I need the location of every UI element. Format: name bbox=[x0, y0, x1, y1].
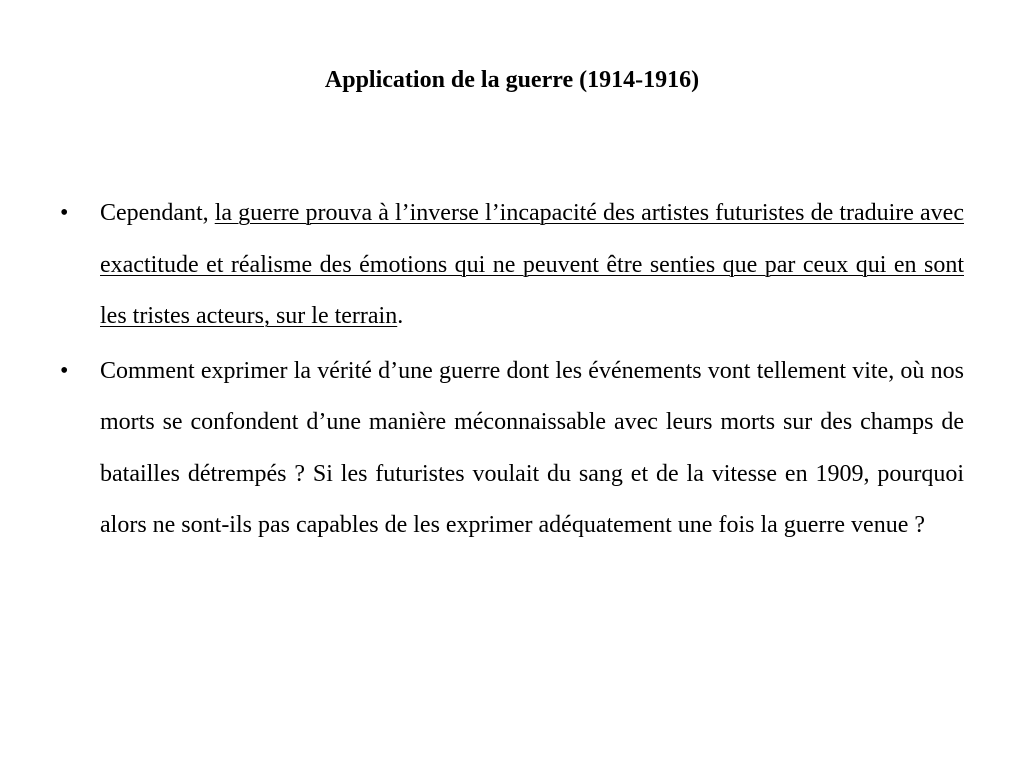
bullet-lead-text: Cependant, bbox=[100, 200, 215, 226]
bullet-trailing-text: . bbox=[397, 303, 404, 329]
bullet-item-2 bbox=[60, 346, 964, 552]
bullet-item-1 bbox=[60, 188, 964, 343]
bullet-text: Comment exprimer la vérité d’une guerre dont les événements vont tellement vite, où nos morts se confondent d’une manière méconnaissable avec leurs morts sur des champs de batailles détrempés ? Si les futuristes voulait du sang et de la vitesse en 1909, pourquoi alors ne sont-ils pas capables de les exprimer adéquatement une fois la guerre venue ? bbox=[100, 357, 964, 538]
bullet-underlined-text: la guerre prouva à l’inverse l’incapacité des artistes futuristes de traduire avec exactitude et réalisme des émotions qui ne peuvent être senties que par ceux qui en sont les tristes acteurs, sur le terrain bbox=[100, 200, 964, 329]
slide-title: Application de la guerre (1914-1916) bbox=[324, 67, 700, 93]
bullet-marker: • bbox=[60, 357, 69, 384]
bullet-marker: • bbox=[60, 200, 69, 226]
bullet-list bbox=[60, 188, 964, 555]
